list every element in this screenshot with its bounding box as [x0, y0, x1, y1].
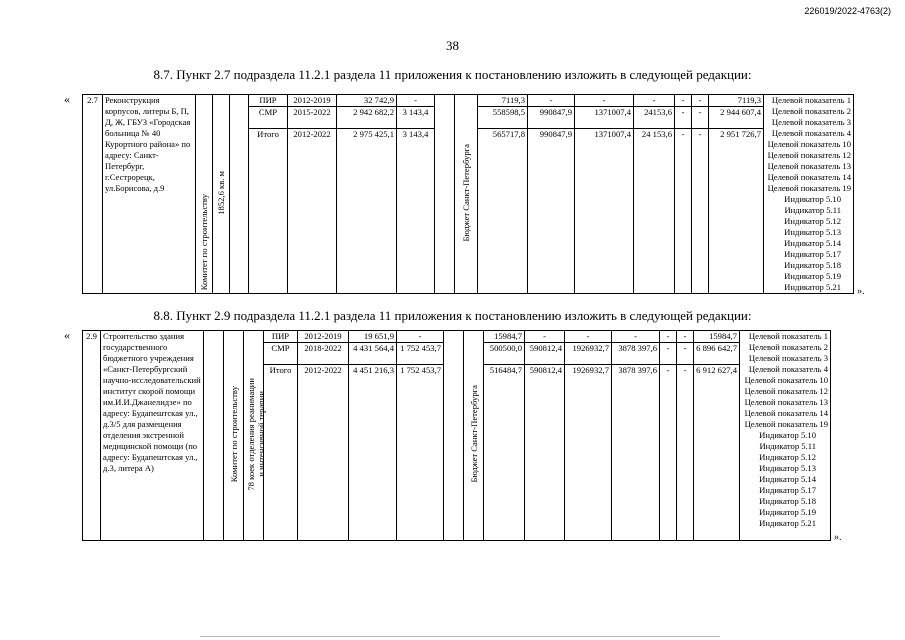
target-item: Целевой показатель 3	[771, 117, 851, 127]
item-number: 2.7	[83, 95, 103, 294]
year-value: 3878 397,6	[612, 343, 660, 365]
indicator-item: Индикатор 5.13	[784, 227, 841, 237]
total-cost: 19 651,9	[349, 331, 397, 343]
work-type: СМР	[264, 343, 298, 365]
target-item: Целевой показатель 1	[771, 95, 851, 105]
indicator-item: Индикатор 5.10	[759, 430, 816, 440]
target-item: Целевой показатель 2	[771, 106, 851, 116]
empty-cell	[204, 331, 224, 541]
indicator-item: Индикатор 5.19	[759, 507, 816, 517]
year-value: -	[660, 365, 677, 541]
year-value: 516484,7	[484, 365, 525, 541]
open-quote: «	[64, 328, 70, 342]
indicator-item: Индикатор 5.10	[784, 194, 841, 204]
page-divider	[200, 636, 720, 637]
year-value: 1926932,7	[565, 343, 612, 365]
total-cost: 2 975 425,1	[337, 129, 397, 294]
sum-value: 2 944 607,4	[709, 107, 764, 129]
object-name: Реконструкция корпусов, литеры Б, П, Д, Ж, ГБУЗ «Городская больница № 40 Курортного района» по адресу: Санкт-Петербург, г.Сестрорецк, ул.Борисова, д.9	[103, 95, 196, 294]
year-value: 1371007,4	[575, 129, 634, 294]
capacity-cell	[213, 95, 230, 294]
year-value: 24153,6	[634, 107, 675, 129]
indicator-item: Индикатор 5.19	[784, 271, 841, 281]
table-item-2-9	[82, 330, 831, 541]
prev-spent: -	[397, 331, 444, 343]
budget-label: Бюджет Санкт-Петербурга	[468, 385, 479, 483]
work-type: СМР	[249, 107, 288, 129]
sum-value: 15984,7	[694, 331, 740, 343]
close-quote: ».	[834, 532, 842, 543]
year-value: -	[677, 331, 694, 343]
target-item: Целевой показатель 3	[748, 353, 828, 363]
year-value: -	[612, 331, 660, 343]
target-item: Целевой показатель 14	[744, 408, 828, 418]
section-heading-8-7: 8.7. Пункт 2.7 подраздела 11.2.1 раздела 11 приложения к постановлению изложить в следующей редакции:	[153, 67, 752, 82]
section-heading-8-8: 8.8. Пункт 2.9 подраздела 11.2.1 раздела 11 приложения к постановлению изложить в следующей редакции:	[153, 308, 752, 323]
target-item: Целевой показатель 14	[767, 172, 851, 182]
period: 2012-2019	[288, 95, 337, 107]
work-type: Итого	[249, 129, 288, 294]
prev-spent: 1 752 453,7	[397, 365, 444, 541]
page-number: 38	[446, 38, 459, 53]
year-value: -	[575, 95, 634, 107]
total-cost: 32 742,9	[337, 95, 397, 107]
year-value: -	[660, 331, 677, 343]
sum-value: 7119,3	[709, 95, 764, 107]
prev-spent: 3 143,4	[397, 129, 435, 294]
year-value: -	[528, 95, 575, 107]
year-value: -	[565, 331, 612, 343]
year-value: 7119,3	[478, 95, 528, 107]
year-value: 24 153,6	[634, 129, 675, 294]
period: 2012-2019	[298, 331, 349, 343]
indicator-item: Индикатор 5.18	[784, 260, 841, 270]
year-value: 990847,9	[528, 107, 575, 129]
total-cost: 2 942 682,2	[337, 107, 397, 129]
target-item: Целевой показатель 12	[767, 150, 851, 160]
indicator-item: Индикатор 5.14	[784, 238, 841, 248]
year-value: -	[525, 331, 565, 343]
indicator-item: Индикатор 5.14	[759, 474, 816, 484]
indicator-item: Индикатор 5.12	[784, 216, 841, 226]
capacity-cell	[244, 331, 264, 541]
customer-label: Комитет по строительству	[199, 193, 209, 290]
year-value: 15984,7	[484, 331, 525, 343]
indicator-item: Индикатор 5.11	[759, 441, 816, 451]
year-value: 565717,8	[478, 129, 528, 294]
target-item: Целевой показатель 19	[767, 183, 851, 193]
target-item: Целевой показатель 2	[748, 342, 828, 352]
target-item: Целевой показатель 12	[744, 386, 828, 396]
year-value: -	[677, 365, 694, 541]
target-item: Целевой показатель 4	[748, 364, 828, 374]
work-type: ПИР	[249, 95, 288, 107]
work-type: Итого	[264, 365, 298, 541]
year-value: -	[675, 95, 692, 107]
total-cost: 4 431 564,4	[349, 343, 397, 365]
year-value: 558598,5	[478, 107, 528, 129]
capacity-line: 78 коек отделения реанимации	[246, 377, 256, 491]
year-value: 590812,4	[525, 365, 565, 541]
open-quote: «	[64, 92, 70, 106]
capacity-label: 1852,6 кв. м	[216, 170, 226, 215]
budget-cell	[455, 95, 478, 294]
period: 2015-2022	[288, 107, 337, 129]
target-item: Целевой показатель 13	[767, 161, 851, 171]
indicator-item: Индикатор 5.17	[759, 485, 816, 495]
target-item: Целевой показатель 10	[767, 139, 851, 149]
year-value: -	[634, 95, 675, 107]
object-name: Строительство здания государственного бюджетного учреждения «Санкт-Петербургский научно-исследовательский институт скорой помощи им.И.И.Джанелидзе» по адресу: Будапештская ул., д.3/5 для размещения отделения экстренной медицинской помощи (по адресу: Будапештская ул., д.3, литера А)	[101, 331, 204, 541]
year-value: 3878 397,6	[612, 365, 660, 541]
customer-cell	[224, 331, 244, 541]
total-cost: 4 451 216,3	[349, 365, 397, 541]
year-value: -	[677, 343, 694, 365]
year-value: 1371007,4	[575, 107, 634, 129]
sum-value: 2 951 726,7	[709, 129, 764, 294]
year-value: 590812,4	[525, 343, 565, 365]
year-value: 1926932,7	[565, 365, 612, 541]
budget-cell	[464, 331, 484, 541]
period: 2012-2022	[288, 129, 337, 294]
year-value: -	[692, 95, 709, 107]
target-item: Целевой показатель 4	[771, 128, 851, 138]
targets-list	[764, 95, 854, 294]
work-type: ПИР	[264, 331, 298, 343]
empty-cell	[444, 331, 464, 541]
period: 2018-2022	[298, 343, 349, 365]
indicator-item: Индикатор 5.17	[784, 249, 841, 259]
close-quote: ».	[857, 286, 865, 297]
year-value: 990847,9	[528, 129, 575, 294]
item-number: 2.9	[83, 331, 101, 541]
targets-list	[740, 331, 831, 541]
indicator-item: Индикатор 5.11	[784, 205, 841, 215]
sum-value: 6 912 627,4	[694, 365, 740, 541]
indicator-item: Индикатор 5.18	[759, 496, 816, 506]
empty-cell	[230, 95, 249, 294]
target-item: Целевой показатель 19	[744, 419, 828, 429]
customer-label: Комитет по строительству	[228, 385, 239, 483]
empty-cell	[435, 95, 455, 294]
budget-label: Бюджет Санкт-Петербурга	[461, 143, 471, 242]
year-value: -	[692, 107, 709, 129]
indicator-item: Индикатор 5.13	[759, 463, 816, 473]
prev-spent: -	[397, 95, 435, 107]
year-value: -	[675, 129, 692, 294]
target-item: Целевой показатель 1	[748, 331, 828, 341]
capacity-line: и интенсивной терапии	[256, 391, 266, 477]
year-value: -	[660, 343, 677, 365]
indicator-item: Индикатор 5.21	[759, 518, 816, 528]
year-value: -	[675, 107, 692, 129]
indicator-item: Индикатор 5.12	[759, 452, 816, 462]
capacity-label	[246, 378, 266, 491]
year-value: -	[692, 129, 709, 294]
customer-cell	[196, 95, 213, 294]
target-item: Целевой показатель 13	[744, 397, 828, 407]
year-value: 500500,0	[484, 343, 525, 365]
document-number: 226019/2022-4763(2)	[804, 6, 891, 16]
prev-spent: 3 143,4	[397, 107, 435, 129]
table-item-2-7	[82, 94, 854, 294]
period: 2012-2022	[298, 365, 349, 541]
target-item: Целевой показатель 10	[744, 375, 828, 385]
prev-spent: 1 752 453,7	[397, 343, 444, 365]
indicator-item: Индикатор 5.21	[784, 282, 841, 292]
sum-value: 6 896 642,7	[694, 343, 740, 365]
